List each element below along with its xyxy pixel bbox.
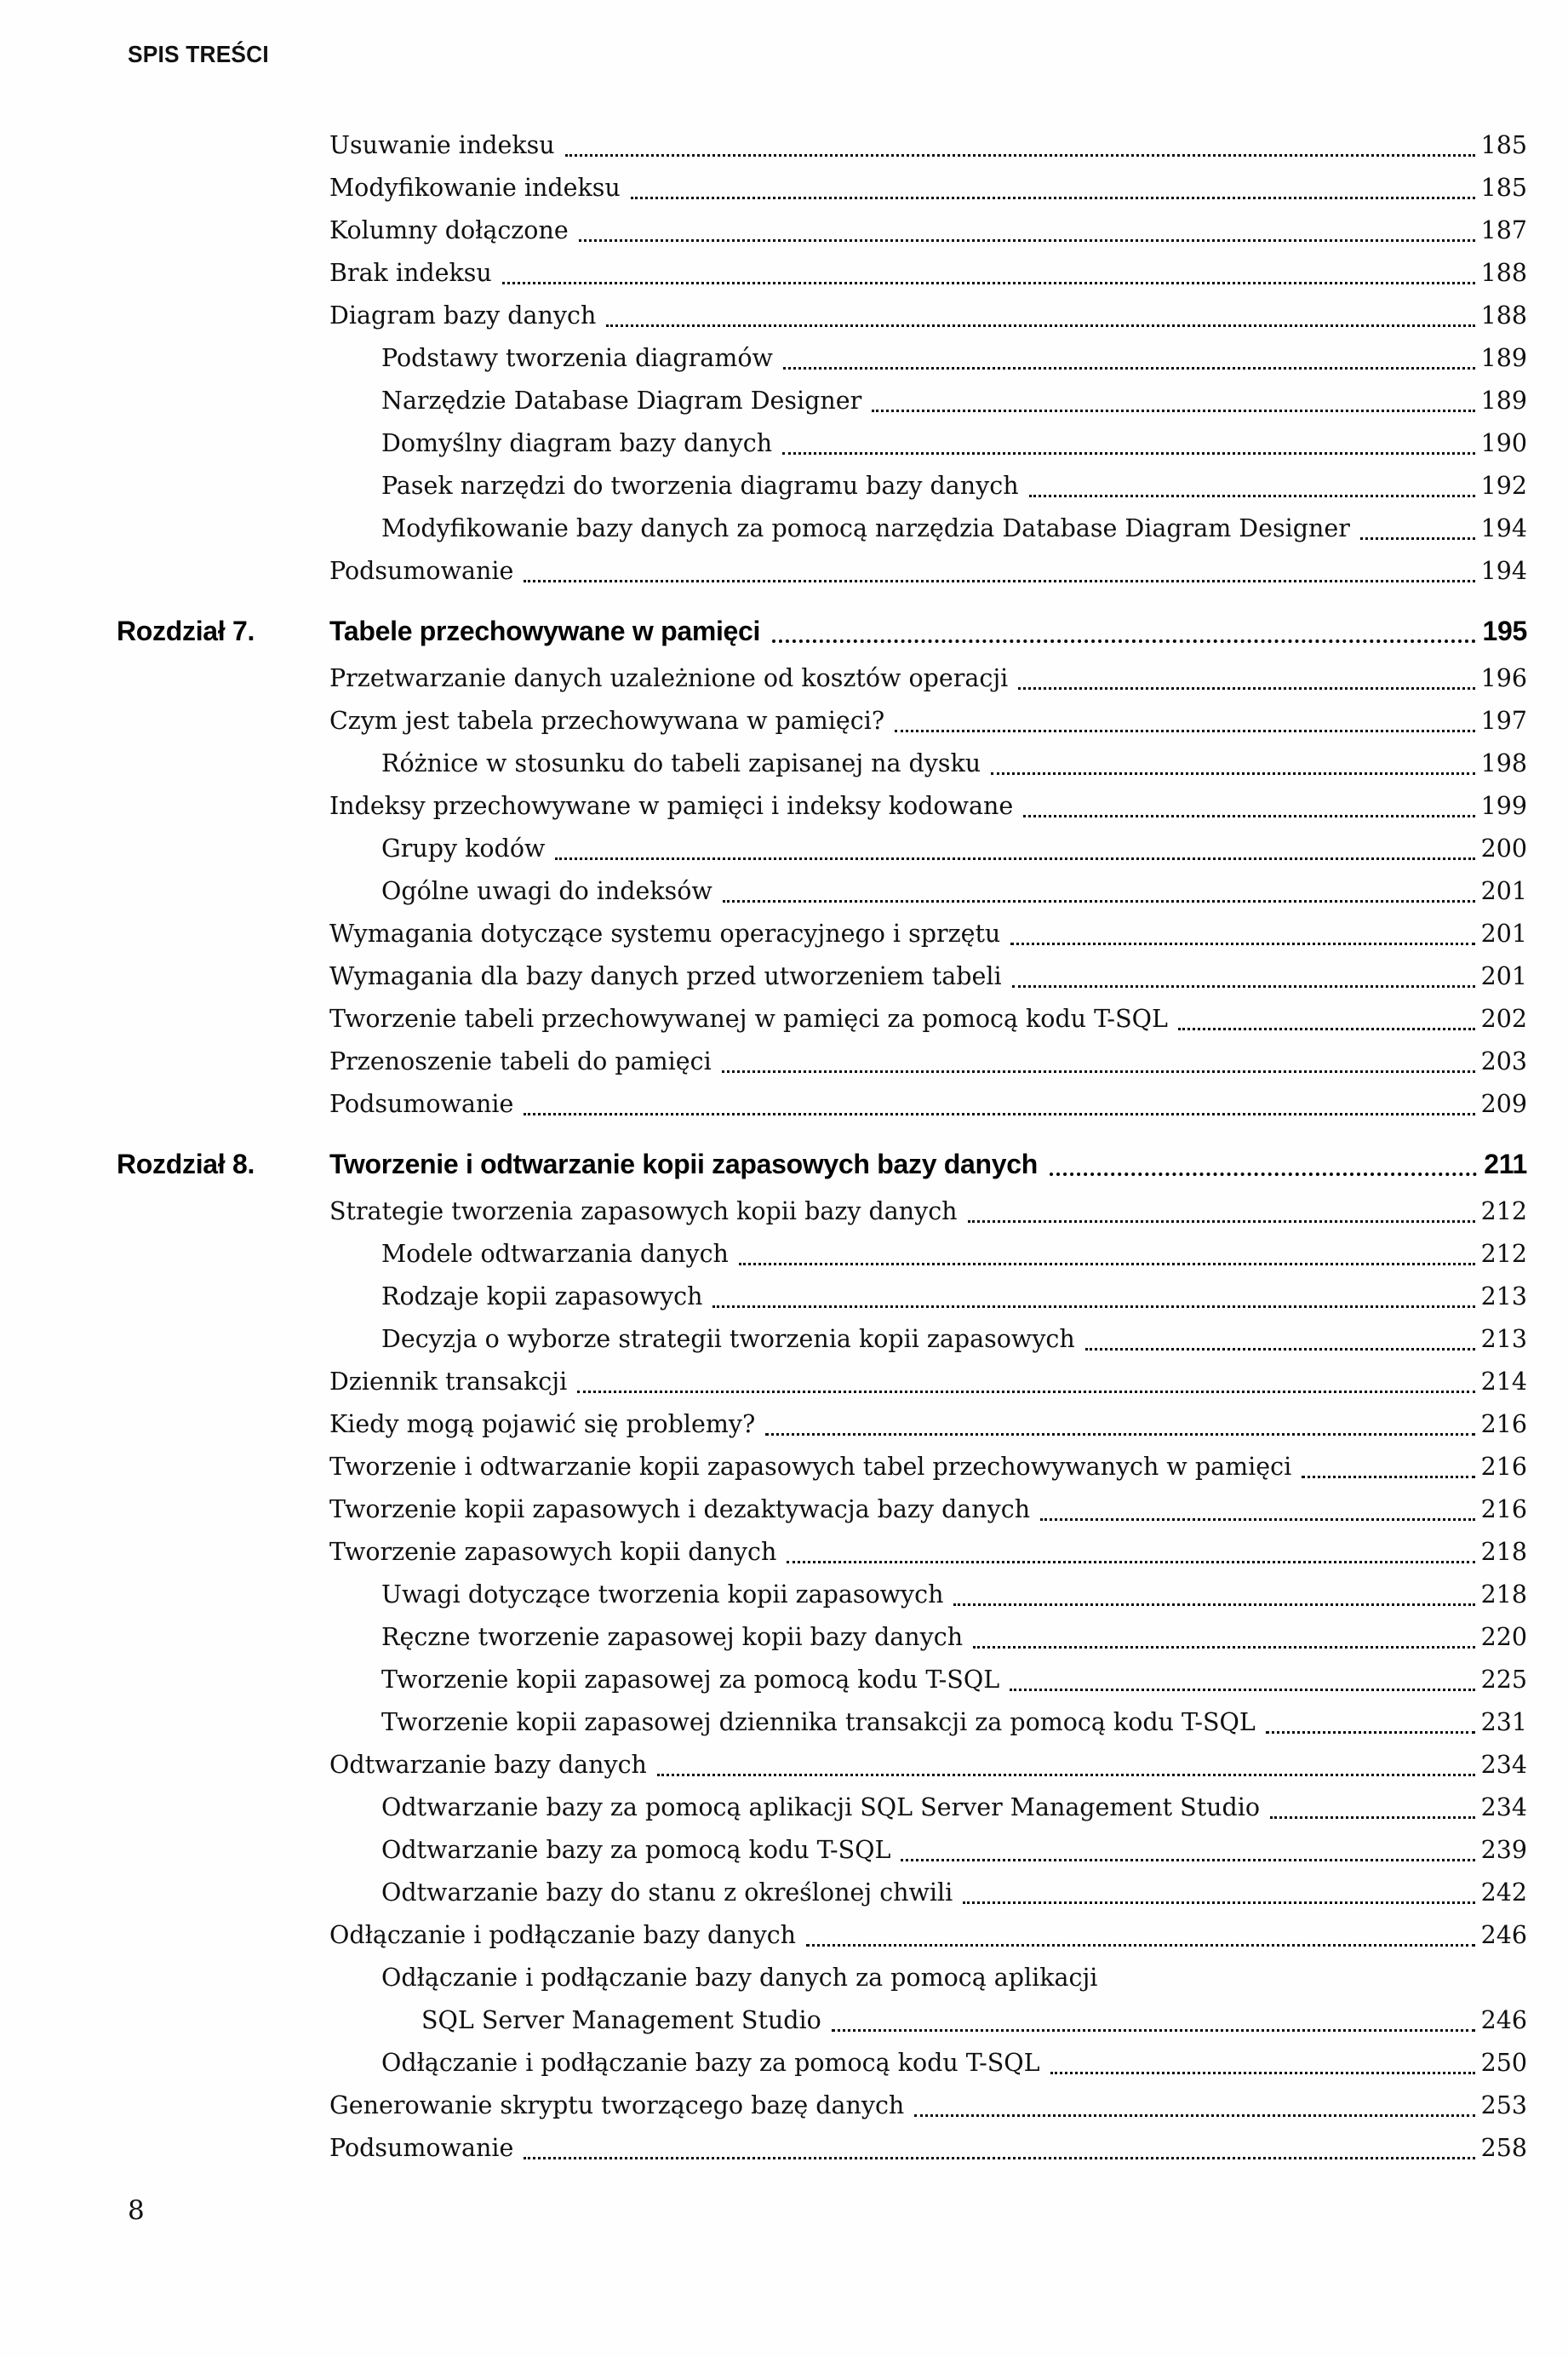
toc-entry-page-number: 213 [1480,1282,1527,1310]
toc-entry-page-number: 201 [1480,920,1527,948]
toc-entry-row [0,380,1527,422]
toc-entry-title: Modyfikowanie bazy danych za pomocą narzędzia Database Diagram Designer [381,514,1350,542]
toc-entry-row [0,1744,1527,1786]
dot-leader [872,380,1474,412]
dot-leader [712,1276,1474,1308]
toc-entry-row [0,1276,1527,1318]
dot-leader [1010,913,1474,945]
toc-entry-title: Przetwarzanie danych uzależnione od kosztów operacji [329,664,1009,692]
chapter-title: Tworzenie i odtwarzanie kopii zapasowych bazy danych [329,1149,1039,1179]
toc-chapter-row [0,1138,1527,1190]
toc-chapter-row [0,605,1527,657]
toc-entry-page-number: 194 [1480,557,1527,585]
toc-entry-page-number: 196 [1480,664,1527,692]
toc-entry-page-number: 212 [1480,1240,1527,1268]
toc-entry-row [0,1531,1527,1574]
dot-leader [1360,508,1475,540]
toc-entry-title: Tworzenie kopii zapasowej za pomocą kodu T-SQL [381,1666,1000,1694]
dot-leader [1050,1138,1477,1176]
toc-entry-page-number: 200 [1480,834,1527,863]
toc-entry-page-number: 231 [1480,1708,1527,1736]
toc-entry-row [0,167,1527,209]
dot-leader [783,337,1475,370]
toc-entry-title: Wymagania dotyczące systemu operacyjnego i sprzętu [329,920,1001,948]
toc-entry-title: SQL Server Management Studio [421,2006,821,2034]
dot-leader [631,167,1475,199]
toc-entry-row [0,337,1527,380]
dot-leader [895,700,1474,732]
toc-entry-row [0,1318,1527,1361]
toc-entry-row [0,1233,1527,1276]
toc-entry-page-number: 189 [1480,387,1527,415]
toc-entry-title: Diagram bazy danych [329,301,597,330]
toc-entry-row [0,209,1527,252]
toc-entry-row [0,998,1527,1041]
toc-entry-page-number: 242 [1480,1878,1527,1907]
toc-entry-row [0,1616,1527,1659]
toc-entry-title: Strategie tworzenia zapasowych kopii bazy danych [329,1197,958,1225]
toc-entry-row [0,700,1527,743]
chapter-label: Rozdział 7. [117,616,255,646]
toc-entry-page-number: 209 [1480,1090,1527,1118]
toc-entry-title: Różnice w stosunku do tabeli zapisanej na dysku [381,749,981,777]
dot-leader [1018,657,1474,690]
toc-entry-page-number: 220 [1480,1623,1527,1651]
toc-entry-row [0,252,1527,295]
dot-leader [1012,955,1475,988]
dot-leader [1302,1446,1474,1478]
toc-entry-row [0,1361,1527,1403]
toc-entry-page-number: 214 [1480,1368,1527,1396]
dot-leader [1029,465,1475,497]
dot-leader [963,1872,1474,1904]
toc-entry-title: Tworzenie tabeli przechowywanej w pamięci za pomocą kodu T-SQL [329,1005,1168,1033]
toc-entry-title: Domyślny diagram bazy danych [381,429,773,457]
toc-entry-row [0,422,1527,465]
toc-entry-page-number: 197 [1480,707,1527,735]
toc-entry-row [0,1999,1527,2042]
toc-entry-page-number: 218 [1480,1538,1527,1566]
toc-entry-title: Narzędzie Database Diagram Designer [381,387,862,415]
toc-entry-title: Uwagi dotyczące tworzenia kopii zapasowych [381,1580,944,1609]
dot-leader [1178,998,1475,1030]
toc-entry-page-number: 192 [1480,472,1527,500]
page-header-spis-tresci: SPIS TREŚCI [128,41,269,67]
dot-leader [723,870,1475,903]
toc-entry-title: Kolumny dołączone [329,216,569,244]
toc-entry-row [0,1701,1527,1744]
dot-leader [832,1999,1475,2032]
toc-entry-page-number: 216 [1480,1410,1527,1438]
toc-entry-row [0,1190,1527,1233]
toc-entry-title: Dziennik transakcji [329,1368,568,1396]
toc-entry-page-number: 190 [1480,429,1527,457]
toc-entry-title: Grupy kodów [381,834,546,863]
dot-leader [968,1190,1475,1223]
toc-entry-row [0,550,1527,593]
toc-entry-page-number: 218 [1480,1580,1527,1609]
toc-entry-title: Podstawy tworzenia diagramów [381,344,773,372]
toc-entry-row [0,1446,1527,1488]
toc-entry-row [0,1829,1527,1872]
toc-entry-row [0,1957,1527,1999]
toc-entry-page-number: 201 [1480,962,1527,990]
dot-leader [1010,1659,1474,1691]
toc-entry-title: Tworzenie i odtwarzanie kopii zapasowych tabel przechowywanych w pamięci [329,1453,1292,1481]
toc-entry-row [0,465,1527,508]
toc-entry-title: Odtwarzanie bazy za pomocą kodu T-SQL [381,1836,891,1864]
toc-entry-row [0,1574,1527,1616]
toc-entry-title: Odłączanie i podłączanie bazy za pomocą kodu T-SQL [381,2049,1040,2077]
toc-entry-row [0,2042,1527,2085]
chapter-title: Tabele przechowywane w pamięci [329,616,761,646]
toc-entry-title: Rodzaje kopii zapasowych [381,1282,703,1310]
toc-entry-page-number: 185 [1480,174,1527,202]
dot-leader [565,124,1475,157]
toc-entry-page-number: 216 [1480,1495,1527,1523]
toc-entry-title: Podsumowanie [329,557,514,585]
dot-leader [765,1403,1474,1436]
toc-entry-title: Modyfikowanie indeksu [329,174,621,202]
toc-entry-page-number: 216 [1480,1453,1527,1481]
toc-entry-title: Tworzenie kopii zapasowej dziennika transakcji za pomocą kodu T-SQL [381,1708,1256,1736]
toc-entry-page-number: 239 [1480,1836,1527,1864]
dot-leader [524,1083,1474,1115]
dot-leader [657,1744,1475,1776]
dot-leader [722,1041,1475,1073]
toc-entry-title: Odtwarzanie bazy za pomocą aplikacji SQL Server Management Studio [381,1793,1261,1821]
toc-entry-title: Brak indeksu [329,259,492,287]
dot-leader [1040,1488,1475,1521]
toc-entry-page-number: 194 [1480,514,1527,542]
toc-entry-row [0,2127,1527,2170]
toc-entry-row [0,828,1527,870]
toc-entry-title: Kiedy mogą pojawić się problemy? [329,1410,756,1438]
toc-entry-page-number: 189 [1480,344,1527,372]
toc-entry-row [0,1786,1527,1829]
toc-entry-row [0,657,1527,700]
dot-leader [579,209,1475,242]
toc-entry-row [0,913,1527,955]
toc-entry-row [0,785,1527,828]
toc-entry-title: Wymagania dla bazy danych przed utworzeniem tabeli [329,962,1002,990]
toc-entry-title: Podsumowanie [329,1090,514,1118]
toc-entry-row [0,743,1527,785]
toc-entry-title: Odtwarzanie bazy danych [329,1751,647,1779]
toc-entry-row [0,508,1527,550]
dot-leader [782,422,1474,455]
toc-entry-row [0,2085,1527,2127]
toc-entry-row [0,1041,1527,1083]
toc-entry-row [0,295,1527,337]
toc-entry-page-number: 212 [1480,1197,1527,1225]
dot-leader [555,828,1474,860]
toc-entry-page-number: 198 [1480,749,1527,777]
toc-entry-row [0,1872,1527,1914]
toc-entry-title: Czym jest tabela przechowywana w pamięci? [329,707,885,735]
toc-entry-title: Decyzja o wyborze strategii tworzenia kopii zapasowych [381,1325,1075,1353]
dot-leader [787,1531,1474,1563]
toc-entry-row [0,1914,1527,1957]
dot-leader [1270,1786,1475,1819]
toc-entry-title: Odłączanie i podłączanie bazy danych za pomocą aplikacji [381,1964,1098,1992]
toc-entry-page-number: 188 [1480,259,1527,287]
toc-entry-page-number: 199 [1480,792,1527,820]
dot-leader [991,743,1474,775]
toc-entry-page-number: 250 [1480,2049,1527,2077]
chapter-page-number: 211 [1484,1149,1527,1179]
toc-entry-title: Odłączanie i podłączanie bazy danych [329,1921,797,1949]
table-of-contents [0,124,1527,2170]
toc-entry-title: Ręczne tworzenie zapasowej kopii bazy danych [381,1623,964,1651]
toc-entry-title: Modele odtwarzania danych [381,1240,729,1268]
dot-leader [901,1829,1474,1861]
toc-entry-page-number: 246 [1480,1921,1527,1949]
toc-entry-row [0,1403,1527,1446]
toc-entry-title: Indeksy przechowywane w pamięci i indeksy kodowane [329,792,1014,820]
dot-leader [577,1361,1474,1393]
dot-leader [1023,785,1474,817]
toc-entry-row [0,124,1527,167]
dot-leader [953,1574,1474,1606]
dot-leader [973,1616,1475,1649]
dot-leader [524,2127,1474,2159]
toc-entry-title: Generowanie skryptu tworzącego bazę danych [329,2091,905,2119]
dot-leader [524,550,1474,582]
toc-entry-page-number: 202 [1480,1005,1527,1033]
toc-entry-page-number: 225 [1480,1666,1527,1694]
toc-entry-title: Tworzenie zapasowych kopii danych [329,1538,777,1566]
dot-leader [914,2085,1474,2117]
toc-entry-title: Ogólne uwagi do indeksów [381,877,712,905]
folio-page-number: 8 [128,2195,145,2226]
toc-entry-page-number: 213 [1480,1325,1527,1353]
toc-entry-title: Usuwanie indeksu [329,131,555,159]
toc-entry-row [0,1488,1527,1531]
toc-entry-page-number: 246 [1480,2006,1527,2034]
dot-leader [502,252,1475,284]
toc-entry-page-number: 234 [1480,1751,1527,1779]
dot-leader [1050,2042,1475,2074]
toc-entry-row [0,1083,1527,1126]
dot-leader [1266,1701,1475,1734]
chapter-label: Rozdział 8. [117,1149,255,1179]
dot-leader [772,605,1475,643]
toc-entry-page-number: 253 [1480,2091,1527,2119]
toc-entry-row [0,870,1527,913]
toc-entry-page-number: 203 [1480,1047,1527,1075]
toc-entry-title: Odtwarzanie bazy do stanu z określonej chwili [381,1878,953,1907]
toc-entry-page-number: 234 [1480,1793,1527,1821]
toc-entry-row [0,1659,1527,1701]
toc-entry-page-number: 188 [1480,301,1527,330]
dot-leader [806,1914,1475,1947]
toc-entry-row [0,955,1527,998]
toc-entry-title: Pasek narzędzi do tworzenia diagramu bazy danych [381,472,1019,500]
toc-entry-page-number: 258 [1480,2134,1527,2162]
toc-entry-title: Tworzenie kopii zapasowych i dezaktywacja bazy danych [329,1495,1031,1523]
dot-leader [606,295,1474,327]
toc-entry-title: Podsumowanie [329,2134,514,2162]
toc-entry-title: Przenoszenie tabeli do pamięci [329,1047,712,1075]
dot-leader [1085,1318,1475,1351]
toc-entry-page-number: 187 [1480,216,1527,244]
toc-entry-page-number: 201 [1480,877,1527,905]
dot-leader [739,1233,1475,1265]
toc-entry-page-number: 185 [1480,131,1527,159]
chapter-page-number: 195 [1482,616,1527,646]
